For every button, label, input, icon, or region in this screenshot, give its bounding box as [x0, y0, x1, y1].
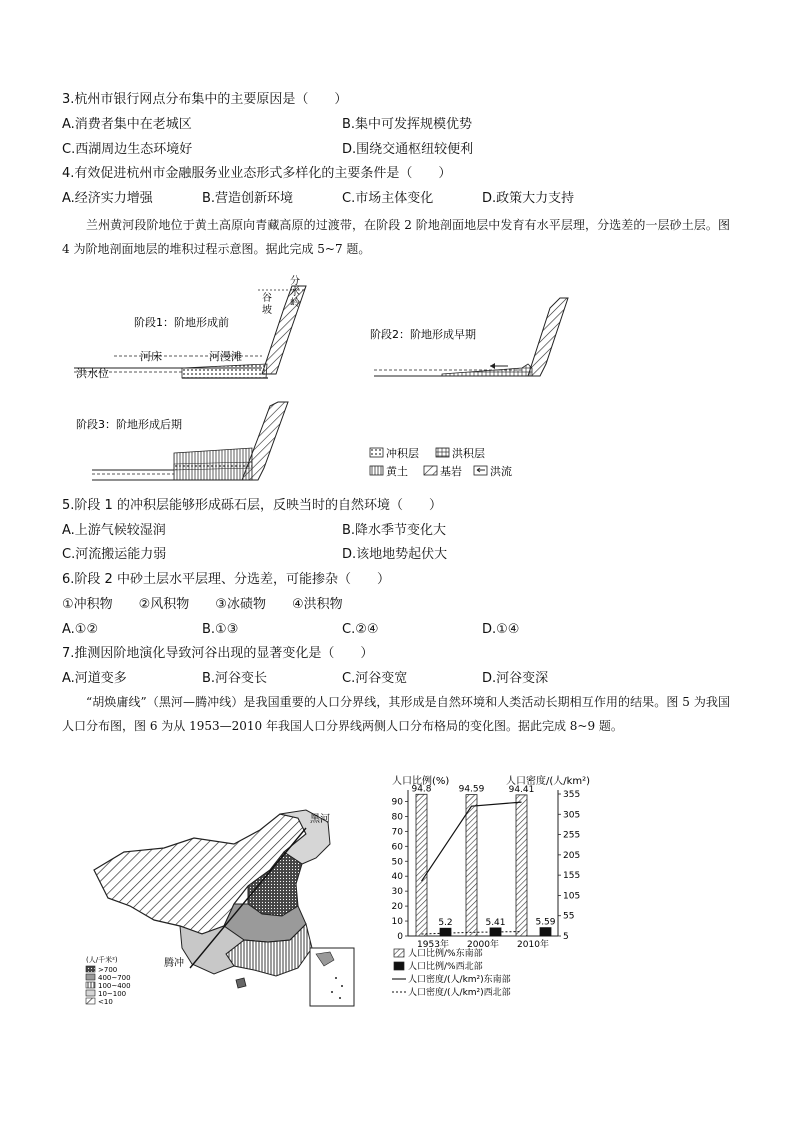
legend-swatch	[394, 962, 404, 970]
terrace-diagram	[62, 268, 582, 490]
intro-paragraph-text: 兰州黄河段阶地位于黄土高原向青藏高原的过渡带，在阶段 2 阶地剖面地层中发育有水平层理，分选差的一层砂土层。图 4 为阶地剖面地层的堆积过程示意图。据此完成 5~7 题。	[62, 218, 730, 256]
q3-option-a: A.消费者集中在老城区	[62, 117, 192, 132]
map-legend-item-5: <10	[98, 998, 113, 1006]
riverbed-label: 河床	[140, 350, 162, 363]
map-legend-item-2: 400~700	[98, 974, 131, 982]
legend-alluvium: 冲积层	[386, 447, 419, 460]
legend-flood-flow: 洪流	[490, 465, 512, 478]
q7-option-d: D.河谷变深	[482, 671, 549, 686]
q5-stem: 5.阶段 1 的冲积层能够形成砾石层，反映当时的自然环境（ ）	[62, 498, 442, 513]
population-map	[84, 808, 374, 1010]
stage2-label: 阶段2：阶地形成早期	[370, 328, 476, 341]
q4-option-a: A.经济实力增强	[62, 191, 153, 206]
legend-bedrock: 基岩	[440, 465, 462, 478]
population-chart	[386, 770, 606, 1010]
flood-level-label: 洪水位	[76, 367, 109, 380]
q5-option-c: C.河流搬运能力弱	[62, 547, 167, 562]
q6-option-b: B.①③	[202, 622, 239, 637]
right-tick-label: 355	[563, 790, 581, 800]
right-tick-label: 155	[563, 871, 581, 882]
x-tick-label: 1953年	[417, 940, 449, 950]
divide-label-2: 水	[290, 287, 300, 298]
q6-option-d: D.①④	[482, 622, 520, 637]
bar-label-northwest: 5.41	[485, 917, 506, 928]
map-legend-item-4: 10~100	[98, 990, 127, 998]
bar-label-southeast: 94.8	[411, 784, 432, 795]
map-legend-item-3: 100~400	[98, 982, 131, 990]
bar-northwest	[440, 928, 451, 936]
bar-label-northwest: 5.2	[438, 918, 453, 929]
q5-option-a: A.上游气候较湿润	[62, 523, 166, 538]
q4-stem: 4.有效促进杭州市金融服务业业态形式多样化的主要条件是（ ）	[62, 166, 452, 181]
bar-northwest	[540, 928, 551, 936]
q3-option-b: B.集中可发挥规模优势	[342, 117, 473, 132]
left-tick-label: 60	[391, 842, 403, 853]
legend-label: 人口比例/%东南部	[408, 949, 483, 959]
q7-stem: 7.推测因阶地演化导致河谷出现的显著变化是（ ）	[62, 646, 374, 661]
floodplain-label: 河漫滩	[209, 350, 242, 363]
left-tick-label: 40	[391, 872, 403, 883]
right-tick-label: 305	[563, 810, 581, 821]
right-tick-label: 105	[563, 891, 581, 902]
x-tick-label: 2000年	[467, 940, 499, 950]
q3-stem: 3.杭州市银行网点分布集中的主要原因是（ ）	[62, 92, 348, 107]
valley-slope-label-2: 坡	[262, 305, 272, 316]
q4-option-d: D.政策大力支持	[482, 191, 575, 206]
map-legend-item-1: >700	[98, 966, 118, 974]
left-axis-title: 人口比例(%)	[392, 776, 450, 787]
q5-option-d: D.该地地势起伏大	[342, 547, 448, 562]
legend-swatch	[394, 949, 404, 957]
q7-option-b: B.河谷变长	[202, 671, 268, 686]
legend-label: 人口密度/(人/km²)东南部	[408, 975, 511, 985]
left-tick-label: 0	[397, 932, 403, 942]
right-tick-label: 255	[563, 830, 581, 841]
x-tick-label: 2010年	[517, 940, 549, 950]
fig4-legend	[370, 446, 512, 478]
q5-option-b: B.降水季节变化大	[342, 523, 447, 538]
stage1-panel	[74, 274, 306, 380]
divide-label-1: 分	[290, 276, 300, 287]
bar-label-southeast: 94.41	[508, 784, 535, 795]
intro-paragraph-terrace	[62, 213, 730, 261]
stage3-panel	[76, 402, 288, 480]
bar-southeast	[466, 795, 477, 936]
stage1-label: 阶段1：阶地形成前	[134, 316, 229, 329]
left-tick-label: 80	[391, 812, 403, 823]
intro-paragraph-hu-line	[62, 690, 730, 738]
q6-stem: 6.阶段 2 中砂土层水平层理、分选差，可能掺杂（ ）	[62, 572, 390, 587]
q4-option-b: B.营造创新环境	[202, 191, 294, 206]
tengchong-label: 腾冲	[164, 958, 184, 969]
stage3-label: 阶段3：阶地形成后期	[76, 418, 182, 431]
right-axis-title: 人口密度/(人/km²)	[506, 776, 591, 787]
valley-slope-label-1: 谷	[262, 293, 272, 304]
bar-southeast	[416, 794, 427, 936]
q6-items: ①冲积物 ②风积物 ③冰碛物 ④洪积物	[62, 597, 343, 612]
legend-loess: 黄土	[386, 465, 408, 478]
left-tick-label: 20	[391, 902, 403, 913]
q7-option-a: A.河道变多	[62, 671, 127, 686]
left-tick-label: 90	[391, 797, 403, 808]
q4-option-c: C.市场主体变化	[342, 191, 434, 206]
right-tick-label: 5	[563, 932, 569, 942]
left-tick-label: 70	[391, 827, 403, 838]
q6-option-c: C.②④	[342, 622, 379, 637]
legend-label: 人口比例/%西北部	[408, 962, 483, 972]
heihe-label: 黑河	[310, 814, 330, 825]
divide-label-3: 岭	[290, 298, 300, 309]
legend-label: 人口密度/(人/km²)西北部	[408, 988, 511, 998]
map-legend-title: (人/千米²)	[86, 956, 118, 964]
q7-option-c: C.河谷变宽	[342, 671, 408, 686]
right-tick-label: 55	[563, 911, 575, 922]
q3-option-c: C.西湖周边生态环境好	[62, 142, 193, 157]
bar-label-southeast: 94.59	[458, 784, 485, 795]
stage2-panel	[370, 298, 568, 376]
right-tick-label: 205	[563, 850, 581, 861]
intro-paragraph-text: “胡焕庸线”（黑河—腾冲线）是我国重要的人口分界线，其形成是自然环境和人类活动长期相互作用的结果。图 5 为我国人口分布图，图 6 为从 1953—2010 年我国人口分界线两侧人口分布格局的变化图。据此完成 8~9 题。	[62, 695, 730, 733]
q3-option-d: D.围绕交通枢纽较便利	[342, 142, 474, 157]
left-tick-label: 50	[391, 857, 403, 868]
bar-label-northwest: 5.59	[535, 917, 556, 928]
legend-diluvium: 洪积层	[452, 447, 485, 460]
left-tick-label: 10	[391, 917, 403, 928]
q6-option-a: A.①②	[62, 622, 99, 637]
left-tick-label: 30	[391, 887, 403, 898]
bar-southeast	[516, 795, 527, 936]
